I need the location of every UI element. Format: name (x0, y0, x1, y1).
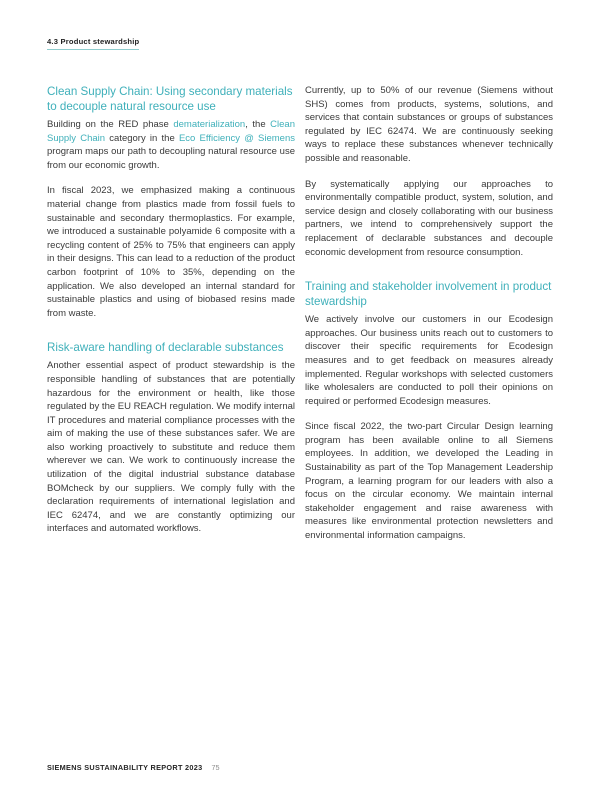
two-column-layout (47, 84, 553, 555)
right-column (305, 84, 553, 555)
paragraph-revenue-iec62474: Currently, up to 50% of our revenue (Siemens without SHS) comes from products, systems, solutions, and services that contain substances or groups of substances regulated by IEC 62474. We are continuously seeking ways to replace these substances whenever technically possible and reasonable. (305, 85, 553, 164)
text-segment: Building on the RED phase (47, 119, 174, 130)
inline-link[interactable]: dematerialization (173, 119, 246, 130)
footer-report-title: SIEMENS SUSTAINABILITY REPORT 2023 (47, 763, 203, 772)
text-segment: program maps our path to decoupling natural resource use from our economic growth. (47, 146, 295, 171)
paragraph-clean-supply-chain-intro (47, 118, 295, 172)
footer-page-number: 75 (211, 763, 220, 772)
text-segment: category in the (105, 132, 179, 144)
inline-link[interactable]: Eco Efficiency @ Siemens (178, 132, 295, 144)
paragraph-systematic-approaches: By systematically applying our approaches to environmentally compatible product, system, solution, and service design and closely collaborating with our business partners, we intend to comprehensively support the replacement of declarable substances and decouple economic development from resource consumption. (305, 178, 553, 258)
left-column (47, 84, 295, 555)
heading-clean-supply-chain: Clean Supply Chain: Using secondary materials to decouple natural resource use (47, 85, 293, 113)
page-footer (47, 763, 220, 772)
paragraph-ecodesign-customers: We actively involve our customers in our Ecodesign approaches. Our business units reach out to customers to discover their specific requirements for Ecodesign measures and to get feedback on measures already implemented. Regular workshops with selected customers like wholesalers are conducted to poll their opinions on required or performed Ecodesign measures. (305, 314, 553, 407)
inline-link[interactable]: Clean Supply Chain (47, 119, 295, 144)
heading-training-stakeholder: Training and stakeholder involvement in product stewardship (305, 280, 552, 309)
section-header: 4.3 Product stewardship (47, 37, 139, 50)
paragraph-declarable-substances: Another essential aspect of product stewardship is the responsible handling of substances that are potentially hazardous for the environment or health, like those regulated by the EU REACH regulation. We modify internal IT procedures and material compliance processes with the aim of making the use of these substances safer. We are also working proactively to substitute and reduce them wherever we can. We work to continuously increase the utilization of the digital industrial substance database BOMcheck by our suppliers. We comply fully with the declaration requirements of international legislation and IEC 62474, and we are constantly optimizing our interfaces and automated workflows. (47, 360, 296, 535)
paragraph-fiscal-2023-materials: In fiscal 2023, we emphasized making a continuous material change from plastics made from fossil fuels to sustainable and secondary thermoplastics. For example, we introduced a sustainable polyamide 6 composite with a recycling content of 25% to 75% that engineers can apply in their designs. This can lead to a reduction of the product carbon footprint of 10% to 35%, depending on the application. We also developed an internal standard for sustainable plastics and using of biobased resins made from waste. (47, 185, 295, 319)
heading-risk-aware-handling: Risk-aware handling of declarable substances (47, 341, 284, 355)
paragraph-circular-design-learning: Since fiscal 2022, the two-part Circular Design learning program has been available online to all Siemens employees. In addition, we developed the Leading in Sustainability as part of the Top Management Leadership Program, a learning program for our leaders with also a focus on the circular economy. We maintain internal stakeholder engagement and raise awareness with measures like environmental protection newsletters and environmental information campaigns. (305, 421, 553, 542)
text-segment: , the (245, 119, 271, 130)
